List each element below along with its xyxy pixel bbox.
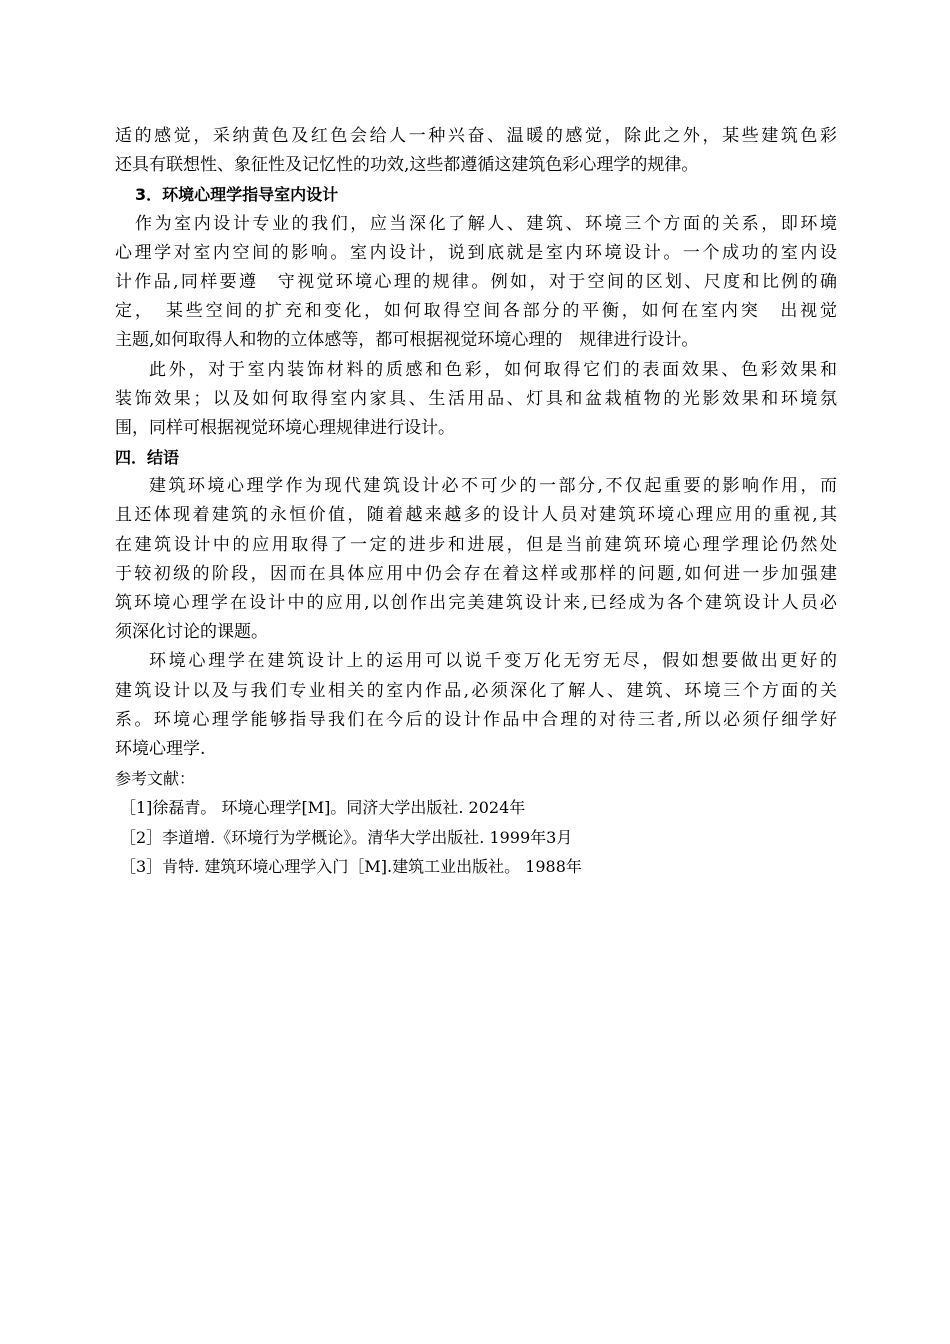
intro-tail-paragraph — [115, 122, 837, 180]
document-page — [115, 122, 837, 881]
text-line: 环境心理学在建筑设计上的运用可以说千变万化无穷无尽，假如想要做出更好的 — [149, 651, 837, 672]
references-label: 参考文献： — [115, 769, 196, 789]
subheading-3: 3．环境心理学指导室内设计 — [135, 185, 339, 205]
interior-paragraph-1 — [115, 210, 837, 356]
text-line: 定， 某些空间的扩充和变化，如何取得空间各部分的平衡，如何在室内突 出视觉 — [115, 301, 837, 322]
text-line: 还具有联想性、象征性及记忆性的功效,这些都遵循这建筑色彩心理学的规律。 — [115, 155, 699, 176]
conclusion-paragraph-2 — [115, 647, 837, 764]
text-line: 在建筑设计中的应用取得了一定的进步和进展，但是当前建筑环境心理学理论仍然处 — [115, 534, 837, 555]
text-line: 作为室内设计专业的我们，应当深化了解人、建筑、环境三个方面的关系，即环境 — [135, 213, 837, 234]
text-line: 建筑设计以及与我们专业相关的室内作品,必须深化了解人、建筑、环境三个方面的关 — [115, 680, 837, 701]
text-line: 于较初级的阶段，因而在具体应用中仍会存在着这样或那样的问题,如何进一步加强建 — [115, 563, 837, 584]
heading-4: 四．结语 — [115, 448, 180, 468]
reference-item: ［1]徐磊青。 环境心理学[M]。同济大学出版社. 2024年 — [120, 798, 526, 818]
text-line: 装饰效果；以及如何取得室内家具、生活用品、灯具和盆栽植物的光影效果和环境氛 — [115, 388, 837, 409]
conclusion-paragraph-1 — [115, 472, 837, 647]
text-line: 此外，对于室内装饰材料的质感和色彩，如何取得它们的表面效果、色彩效果和 — [149, 359, 837, 380]
text-line: 适的感觉，采纳黄色及红色会给人一种兴奋、温暖的感觉，除此之外，某些建筑色彩 — [115, 126, 837, 146]
text-line: 计作品,同样要遵 守视觉环境心理的规律。例如，对于空间的区划、尺度和比例的确 — [115, 271, 837, 292]
references-section — [115, 764, 837, 881]
text-line: 且还体现着建筑的永恒价值，随着越来越多的设计人员对建筑环境心理应用的重视,其 — [115, 505, 837, 526]
text-line: 须深化讨论的课题。 — [115, 622, 268, 643]
text-line: 筑环境心理学在设计中的应用,以创作出完美建筑设计来,已经成为各个建筑设计人员必 — [115, 593, 837, 613]
text-line: 环境心理学. — [115, 738, 206, 759]
text-line: 建筑环境心理学作为现代建筑设计必不可少的一部分,不仅起重要的影响作用，而 — [149, 476, 837, 497]
text-line: 主题,如何取得人和物的立体感等，都可根据视觉环境心理的 规律进行设计。 — [115, 330, 699, 351]
reference-item: ［3］肯特. 建筑环境心理学入门［M].建筑工业出版社。 1988年 — [120, 856, 582, 876]
text-line: 系。环境心理学能够指导我们在今后的设计作品中合理的对待三者,所以必须仔细学好 — [115, 709, 837, 730]
text-line: 心理学对室内空间的影响。室内设计，说到底就是室内环境设计。一个成功的室内设 — [115, 242, 837, 263]
text-line: 围，同样可根据视觉环境心理规律进行设计。 — [115, 417, 455, 438]
interior-paragraph-2 — [115, 356, 837, 444]
reference-item: ［2］李道增.《环境行为学概论》。清华大学出版社. 1999年3月 — [120, 827, 573, 847]
